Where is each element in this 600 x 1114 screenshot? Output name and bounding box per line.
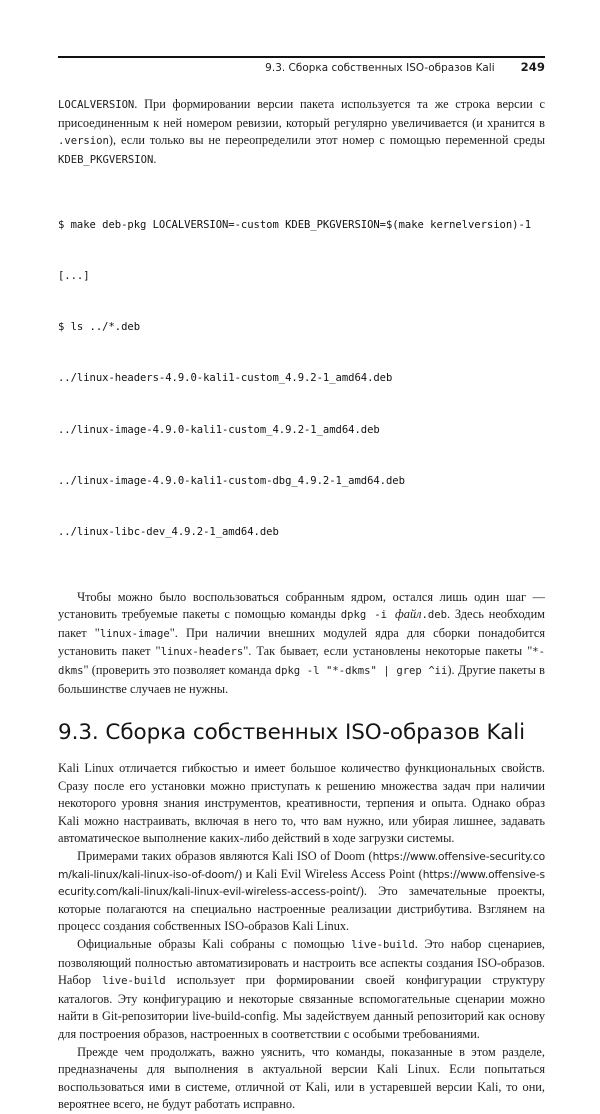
paragraph-live-build [58,936,545,1044]
inline-code-dpkg-i: dpkg -i [340,609,396,622]
inline-code-localversion: LOCALVERSION [58,99,135,111]
inline-code-live-build-2: live-build [102,975,166,988]
inline-code-linux-headers: linux-headers [160,646,244,659]
code-line: ../linux-image-4.9.0-kali1-custom-dbg_4.9.2-1_amd64.deb [58,474,405,487]
paragraph-live-build-text-1: Официальные образы Kali собраны с помощью [77,937,352,952]
terminal-code-block [58,182,545,575]
inline-code-version-file: .version [58,135,109,148]
inline-code-live-build-1: live-build [351,939,415,952]
paragraph-install-text-1: Чтобы можно было воспользоваться собранным ядром, остался лишь один шаг — установить требуемые пакеты с помощью команды [58,589,545,622]
link-kali-evil-wireless-access-point[interactable]: https://www.offensive-security.com/kali-linux/kali-linux-evil-wireless-access-point/ [58,867,545,899]
paragraph-install-text-4: ". Так бывает, если установлены некоторые пакеты " [243,644,533,659]
inline-code-kdeb-pkgversion: KDEB_PKGVERSION [58,153,154,166]
paragraph-install-text-3: ". При наличии внешних модулей ядра для сборки понадобится установить пакет " [58,625,545,659]
link-kali-iso-of-doom[interactable]: https://www.offensive-security.com/kali-linux/kali-linux-iso-of-doom/ [58,850,545,881]
paragraph-examples-text-1: Примерами таких образов являются Kali ISO of Doom ( [77,849,373,864]
running-header [58,60,545,74]
section-heading: 9.3. Сборка собственных ISO-образов Kali [58,720,526,746]
paragraph-examples [58,848,545,936]
paragraph-examples-text-3: ). Это замечательные проекты, которые полагаются на специально настроенные реализации дистрибутива. Взглянем на процесс создания собственных ISO-образов Kali Linux. [58,884,545,934]
page-content [58,96,545,1114]
paragraph-localversion-text-1: . При формировании версии пакета используется та же строка версии с присоединенным к ней номером ревизии, который регулярно увеличивается (и хранится в [58,97,545,130]
header-section-title: 9.3. Сборка собственных ISO-образов Kali [265,62,495,74]
paragraph-version-warning: Прежде чем продолжать, важно уяснить, что команды, показанные в этом разделе, предназначены для выполнения в актуальной версии Kali Linux. Если попытаться воспользоваться ими в системе, отличной от Kali, или в устаревшей версии Kali, то они, вероятнее всего, не будут работать исправно. [58,1044,545,1112]
paragraph-examples-text-2: ) и Kali Evil Wireless Access Point ( [237,866,423,881]
inline-code-linux-image: linux-image [99,627,170,640]
paragraph-live-build-text-2: . Это набор сценариев, позволяющий полностью автоматизировать и настроить все аспекты создания ISO-образов. Набор [58,937,545,988]
paragraph-install-text-2: . Здесь необходим пакет " [58,607,545,640]
code-line: $ ls ../*.deb [58,321,140,334]
page-number: 249 [520,60,545,74]
paragraph-install-packages [58,589,545,699]
paragraph-live-build-text-3: использует при формировании своей конфигурации структуру каталогов. Эту конфигурацию и некоторые связанные вспомогательные сценарии можно найти в Git-репозитории live-build-config. Мы задействуем данный репозиторий как основу для построения образов, настроенных в соответствии с особыми требованиями. [58,973,545,1041]
code-line: [...] [58,269,90,282]
code-line: ../linux-headers-4.9.0-kali1-custom_4.9.2-1_amd64.deb [58,372,393,385]
paragraph-localversion [58,96,545,169]
code-line: ../linux-libc-dev_4.9.2-1_amd64.deb [58,526,279,539]
section-heading-wrapper [58,720,545,746]
paragraph-localversion-text-2: ), если только вы не переопределили этот номер с помощью переменной среды [108,133,545,148]
inline-code-dpkg-l-grep: dpkg -l "*-dkms" | grep ^ii [274,664,448,677]
code-line: $ make deb-pkg LOCALVERSION=-custom KDEB_PKGVERSION=$(make kernelversion)-1 [58,218,532,231]
inline-code-dkms-glob: *-dkms [58,646,545,677]
code-line: ../linux-image-4.9.0-kali1-custom_4.9.2-1_amd64.deb [58,423,380,436]
inline-code-deb-ext: .deb [421,609,447,622]
paragraph-install-text-6: ). Другие пакеты в большинстве случаев не нужны. [58,662,545,696]
inline-italic-file: файл [395,607,422,622]
header-divider [58,56,545,58]
paragraph-flexibility: Kali Linux отличается гибкостью и имеет большое количество функциональных свойств. Сразу после его установки можно приступать к решению множества задач при наличии некоторого уровня знания инструментов, креативности, терпения и опыта. Однако образ Kali можно настраивать, включая в него то, что вам нужно, или убирая лишнее, задавать автоматическое выполнение каких-либо действий в ходе загрузки системы. [58,761,545,846]
paragraph-localversion-text-3: . [153,151,157,166]
paragraph-install-text-5: " (проверить это позволяет команда [83,662,275,677]
